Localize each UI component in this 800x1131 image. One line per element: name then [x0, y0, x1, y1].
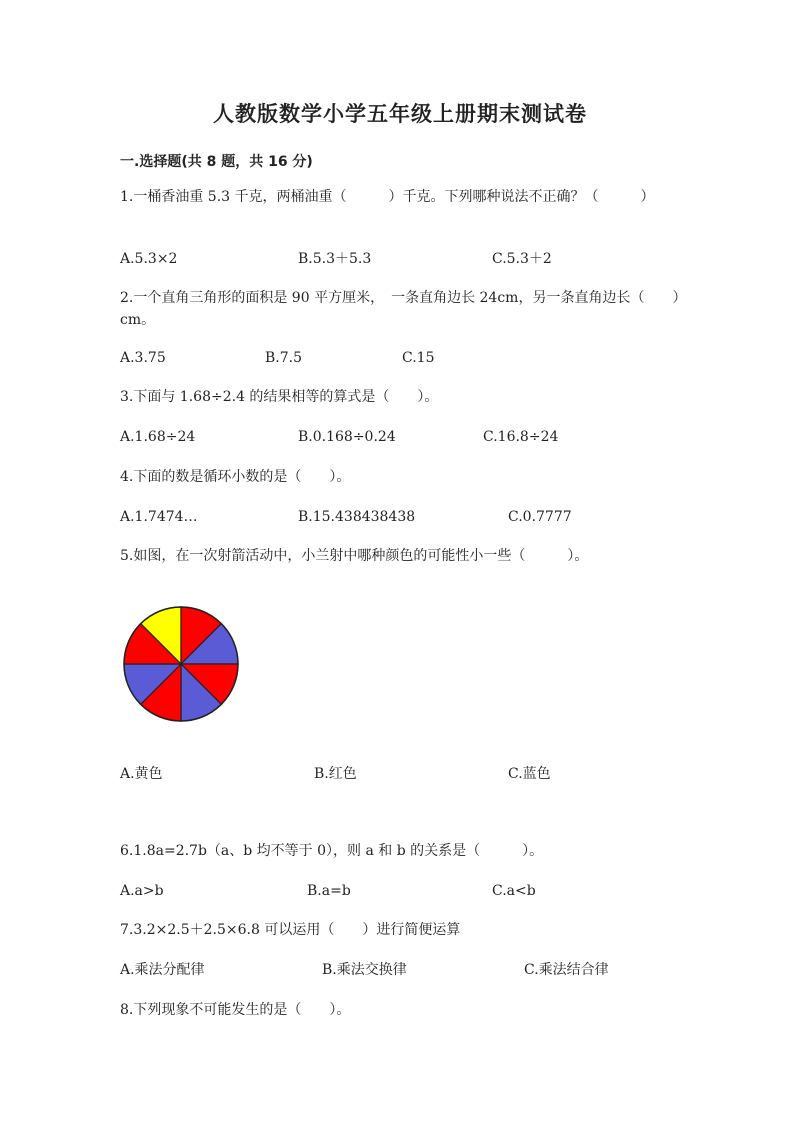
- q2-option-a[interactable]: A.3.75: [120, 350, 166, 366]
- q1-option-b[interactable]: B.5.3＋5.3: [298, 251, 372, 267]
- archery-target-diagram: [120, 603, 242, 725]
- q7-option-b[interactable]: B.乘法交换律: [322, 962, 407, 978]
- question-4: 4.下面的数是循环小数的是（ ）。: [120, 469, 351, 485]
- q4-option-a[interactable]: A.1.7474…: [120, 509, 198, 525]
- exam-title: 人教版数学小学五年级上册期末测试卷: [213, 102, 587, 126]
- question-1: 1.一桶香油重 5.3 千克，两桶油重（ ）千克。下列哪种说法不正确？（ ）: [120, 189, 655, 205]
- q2-option-c[interactable]: C.15: [402, 350, 435, 366]
- q5-option-b[interactable]: B.红色: [314, 766, 357, 782]
- q1-option-c[interactable]: C.5.3＋2: [492, 251, 552, 267]
- q4-option-c[interactable]: C.0.7777: [508, 509, 572, 525]
- q6-option-c[interactable]: C.a<b: [492, 883, 536, 899]
- q7-option-c[interactable]: C.乘法结合律: [524, 962, 609, 978]
- q7-option-a[interactable]: A.乘法分配律: [120, 962, 205, 978]
- q3-option-c[interactable]: C.16.8÷24: [483, 429, 559, 445]
- q2-option-b[interactable]: B.7.5: [265, 350, 303, 366]
- q3-option-a[interactable]: A.1.68÷24: [120, 429, 196, 445]
- q3-option-b[interactable]: B.0.168÷0.24: [298, 429, 396, 445]
- question-8: 8.下列现象不可能发生的是（ ）。: [120, 1002, 351, 1018]
- question-5: 5.如图，在一次射箭活动中，小兰射中哪种颜色的可能性小一些（ ）。: [120, 548, 589, 564]
- q5-option-a[interactable]: A.黄色: [120, 766, 163, 782]
- question-6: 6.1.8a=2.7b（a、b 均不等于 0），则 a 和 b 的关系是（ ）。: [120, 843, 544, 859]
- q6-option-a[interactable]: A.a>b: [120, 883, 164, 899]
- question-3: 3.下面与 1.68÷2.4 的结果相等的算式是（ ）。: [120, 389, 439, 405]
- q6-option-b[interactable]: B.a=b: [307, 883, 351, 899]
- question-2: 2.一个直角三角形的面积是 90 平方厘米， 一条直角边长 24cm，另一条直角边长（ ）cm。: [120, 290, 680, 328]
- q4-option-b[interactable]: B.15.438438438: [298, 509, 416, 525]
- question-7: 7.3.2×2.5＋2.5×6.8 可以运用（ ）进行简便运算: [120, 922, 461, 938]
- section-heading: 一.选择题(共 8 题，共 16 分): [120, 154, 313, 170]
- q5-option-c[interactable]: C.蓝色: [508, 766, 551, 782]
- target-sectors: [124, 607, 238, 721]
- q1-option-a[interactable]: A.5.3×2: [120, 251, 178, 267]
